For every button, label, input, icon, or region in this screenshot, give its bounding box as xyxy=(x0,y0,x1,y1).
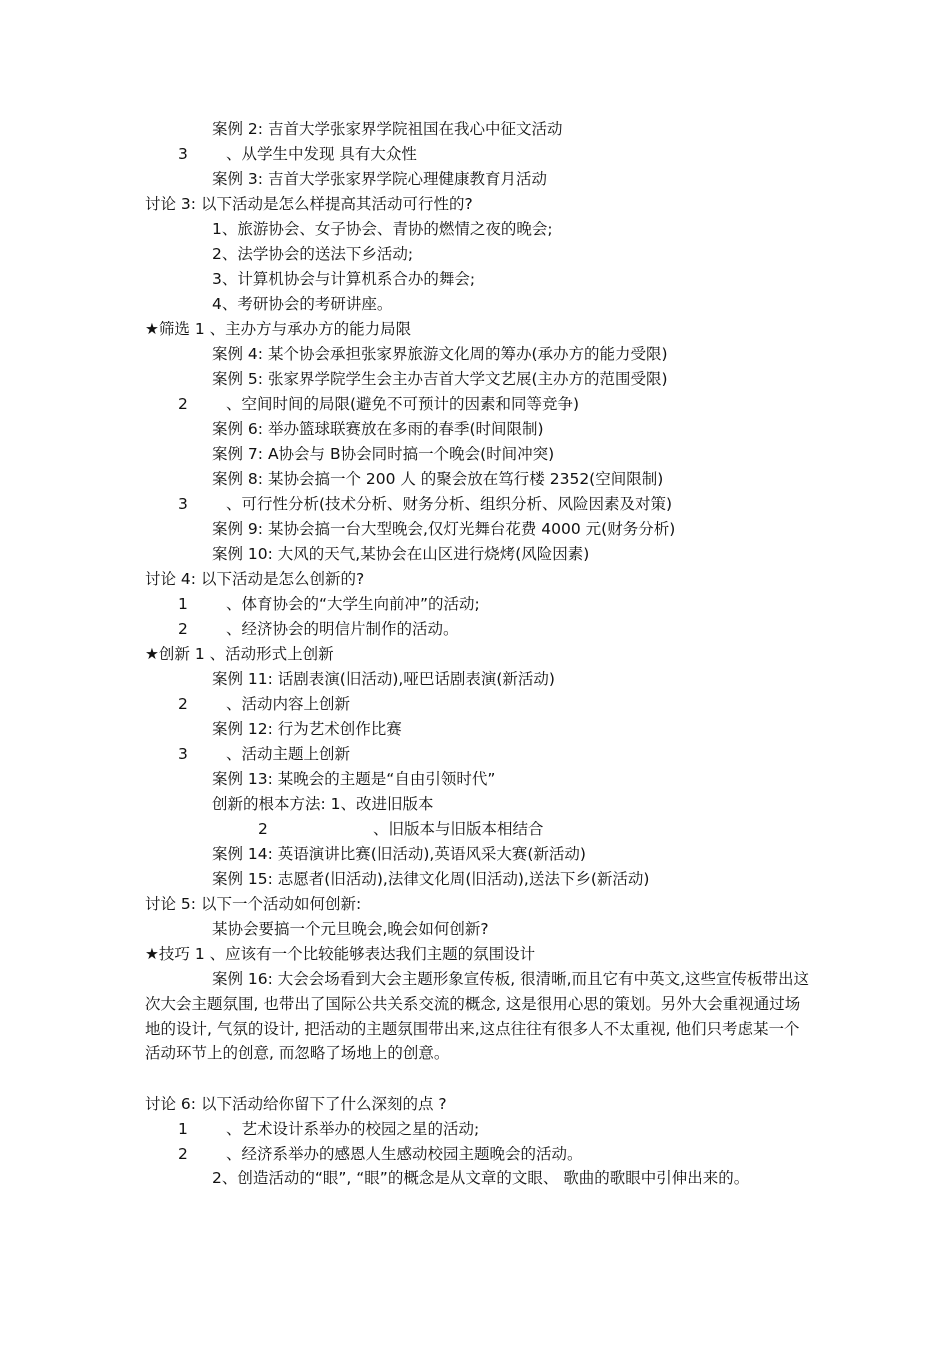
list-text: 、经济协会的明信片制作的活动。 xyxy=(226,620,459,638)
text-line: 案例 13: 某晚会的主题是“自由引领时代” xyxy=(212,770,496,788)
case-paragraph xyxy=(145,967,810,1066)
text-line xyxy=(178,394,579,414)
discussion-heading: 讨论 6: 以下活动给你留下了什么深刻的点 ? xyxy=(145,1095,447,1113)
text-line: 案例 7: A协会与 B协会同时搞一个晚会(时间冲突) xyxy=(212,445,555,463)
text-line: 案例 3: 吉首大学张家界学院心理健康教育月活动 xyxy=(212,170,547,188)
text-line: 案例 12: 行为艺术创作比赛 xyxy=(212,720,402,738)
list-text: 、经济系举办的感恩人生感动校园主题晚会的活动。 xyxy=(226,1145,583,1163)
section-heading: ★筛选 1 、主办方与承办方的能力局限 xyxy=(145,320,412,338)
list-number: 2 xyxy=(178,395,188,413)
text-line: 创新的根本方法: 1、改进旧版本 xyxy=(212,795,434,813)
list-number: 2 xyxy=(178,695,188,713)
list-number: 2 xyxy=(178,620,188,638)
closing-paragraph xyxy=(145,1166,810,1191)
list-text: 、旧版本与旧版本相结合 xyxy=(373,820,544,838)
list-text: 、艺术设计系举办的校园之星的活动; xyxy=(226,1120,480,1138)
list-text: 、体育协会的“大学生向前冲”的活动; xyxy=(226,595,480,613)
text-line xyxy=(178,619,459,639)
text-line: 案例 5: 张家界学院学生会主办吉首大学文艺展(主办方的范围受限) xyxy=(212,370,668,388)
list-number: 1 xyxy=(178,595,188,613)
list-number: 1 xyxy=(178,1120,188,1138)
paragraph-text: 案例 16: 大会会场看到大会主题形象宣传板, 很清晰,而且它有中英文,这些宣传板带出这次大会主题氛围, 也带出了国际公共关系交流的概念, 这是很用心思的策划。另外大会重视通过场地的设计, 气氛的设计, 把活动的主题氛围带出来,这点往往有很多人不太重视, 他们只考虑某一个活动环节上的创意, 而忽略了场地上的创意。 xyxy=(145,970,810,1063)
list-text: 、活动主题上创新 xyxy=(226,745,351,763)
text-line: 4、考研协会的考研讲座。 xyxy=(212,295,393,313)
text-line: 案例 15: 志愿者(旧活动),法律文化周(旧活动),送法下乡(新活动) xyxy=(212,870,650,888)
list-text: 、从学生中发现 具有大众性 xyxy=(226,145,417,163)
list-number: 2 xyxy=(258,820,268,838)
discussion-heading: 讨论 4: 以下活动是怎么创新的? xyxy=(145,570,365,588)
text-line: 3、计算机协会与计算机系合办的舞会; xyxy=(212,270,476,288)
text-line: 2、法学协会的送法下乡活动; xyxy=(212,245,414,263)
text-line: 案例 11: 话剧表演(旧活动),哑巴话剧表演(新活动) xyxy=(212,670,555,688)
list-text: 、活动内容上创新 xyxy=(226,695,351,713)
text-line: 案例 6: 举办篮球联赛放在多雨的春季(时间限制) xyxy=(212,420,544,438)
text-line: 1、旅游协会、女子协会、青协的燃情之夜的晚会; xyxy=(212,220,553,238)
text-line xyxy=(178,694,350,714)
section-heading: ★技巧 1 、应该有一个比较能够表达我们主题的氛围设计 xyxy=(145,945,536,963)
list-number: 3 xyxy=(178,145,188,163)
discussion-heading: 讨论 3: 以下活动是怎么样提高其活动可行性的? xyxy=(145,195,473,213)
text-line xyxy=(178,744,350,764)
text-line: 案例 9: 某协会搞一台大型晚会,仅灯光舞台花费 4000 元(财务分析) xyxy=(212,520,676,538)
paragraph-text: 2、创造活动的“眼”, “眼”的概念是从文章的文眼、 歌曲的歌眼中引伸出来的。 xyxy=(212,1169,750,1187)
text-line: 某协会要搞一个元旦晚会,晚会如何创新? xyxy=(212,920,489,938)
section-heading: ★创新 1 、活动形式上创新 xyxy=(145,645,334,663)
list-number: 3 xyxy=(178,495,188,513)
text-line xyxy=(178,1144,583,1164)
text-line: 案例 2: 吉首大学张家界学院祖国在我心中征文活动 xyxy=(212,120,563,138)
list-text: 、可行性分析(技术分析、财务分析、组织分析、风险因素及对策) xyxy=(226,495,673,513)
list-text: 、空间时间的局限(避免不可预计的因素和同等竞争) xyxy=(226,395,580,413)
text-line xyxy=(178,594,480,614)
text-line: 案例 8: 某协会搞一个 200 人 的聚会放在笃行楼 2352(空间限制) xyxy=(212,470,664,488)
text-line: 案例 10: 大风的天气,某协会在山区进行烧烤(风险因素) xyxy=(212,545,590,563)
list-number: 3 xyxy=(178,745,188,763)
text-line xyxy=(178,144,417,164)
text-line xyxy=(178,494,672,514)
text-line: 案例 14: 英语演讲比赛(旧活动),英语风采大赛(新活动) xyxy=(212,845,586,863)
text-line xyxy=(178,1119,479,1139)
text-line xyxy=(258,819,544,839)
text-line: 案例 4: 某个协会承担张家界旅游文化周的筹办(承办方的能力受限) xyxy=(212,345,668,363)
list-number: 2 xyxy=(178,1145,188,1163)
discussion-heading: 讨论 5: 以下一个活动如何创新: xyxy=(145,895,362,913)
